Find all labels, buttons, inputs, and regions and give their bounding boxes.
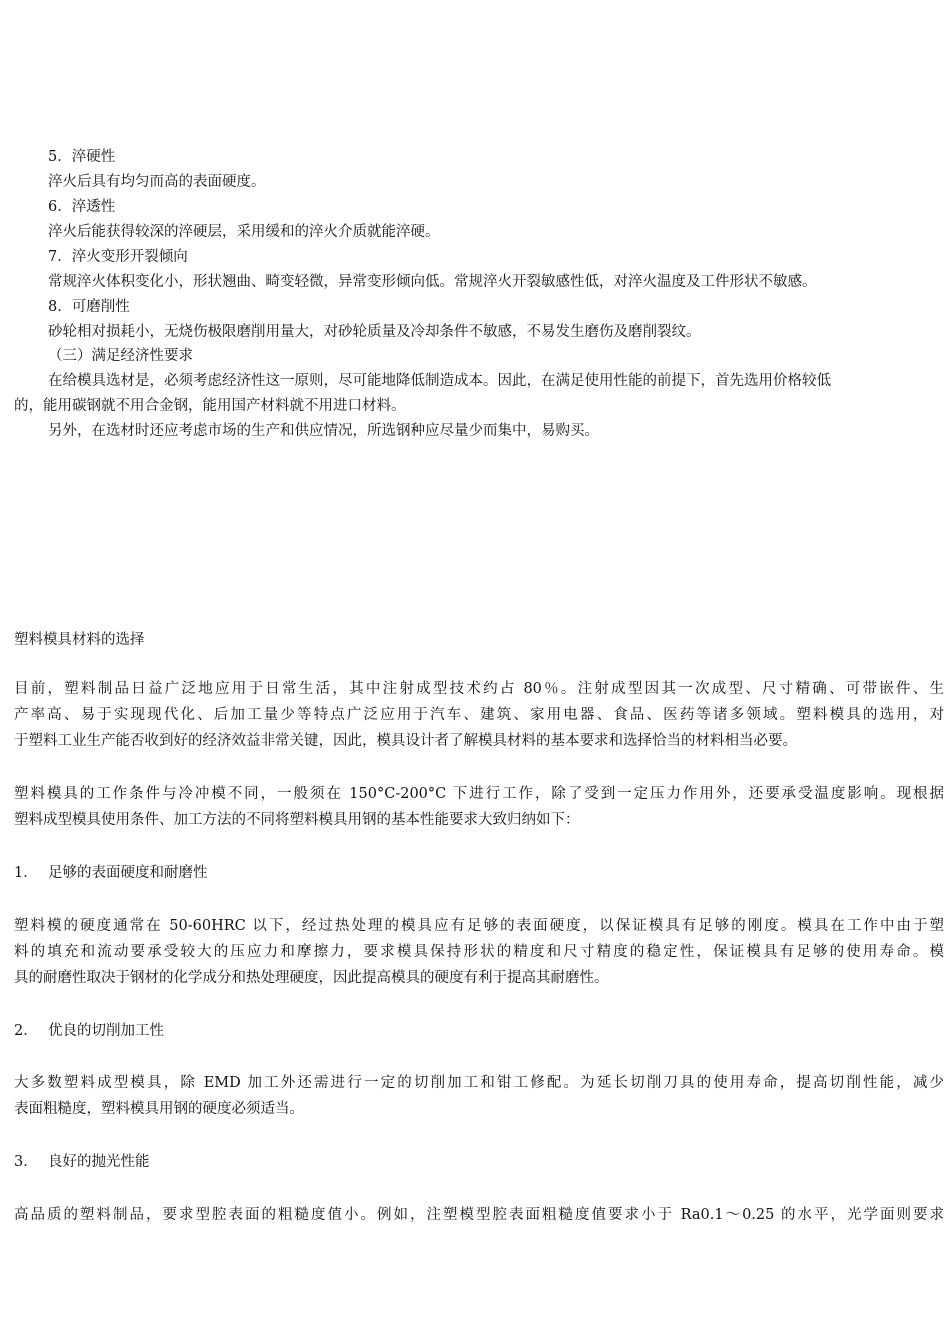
heading-economy: （三）满足经济性要求 — [48, 348, 193, 364]
intro-line-1: 目前，塑料制品日益广泛地应用于日常生活，其中注射成型技术约占 80％。注射成型因其一次成型、尺寸精确、可带嵌件、生 — [14, 681, 944, 697]
requirement-2-title: 优良的切削加工性 — [48, 1023, 164, 1039]
heading-quench-cracking: 7．淬火变形开裂倾向 — [48, 249, 188, 265]
paragraph-economy-line1: 在给模具选材是，必须考虑经济性这一原则，尽可能地降低制造成本。因此，在满足使用性能的前提下，首先选用价格较低 — [48, 373, 831, 389]
requirement-2-heading — [14, 1021, 164, 1041]
heading-grindability: 8．可磨削性 — [48, 299, 130, 315]
requirement-1-line-2: 料的填充和流动要承受较大的压应力和摩擦力，要求模具保持形状的精度和尺寸精度的稳定性，保证模具有足够的使用寿命。模 — [14, 944, 944, 960]
conditions-line-1: 塑料模具的工作条件与冷冲模不同，一般须在 150°C-200°C 下进行工作，除了受到一定压力作用外，还要承受温度影响。现根据 — [14, 786, 944, 802]
requirement-2-line-2: 表面粗糙度，塑料模具用钢的硬度必须适当。 — [14, 1101, 304, 1117]
heading-hardening-depth: 6．淬透性 — [48, 199, 116, 215]
intro-line-3: 于塑料工业生产能否收到好的经济效益非常关键，因此，模具设计者了解模具材料的基本要求和选择恰当的材料相当必要。 — [14, 733, 797, 749]
paragraph-economy-line2: 的，能用碳钢就不用合金钢，能用国产材料就不用进口材料。 — [14, 398, 406, 414]
paragraph-hardenability: 淬火后具有均匀而高的表面硬度。 — [48, 174, 266, 190]
requirement-1-number: 1． — [14, 865, 38, 881]
requirement-1-line-1: 塑料模的硬度通常在 50-60HRC 以下，经过热处理的模具应有足够的表面硬度，以保证模具有足够的刚度。模具在工作中由于塑 — [14, 918, 944, 934]
paragraph-market-supply: 另外，在选材时还应考虑市场的生产和供应情况，所选钢种应尽量少而集中，易购买。 — [48, 423, 599, 439]
requirement-1-heading — [14, 863, 208, 883]
paragraph-grindability: 砂轮相对损耗小，无烧伤极限磨削用量大，对砂轮质量及冷却条件不敏感，不易发生磨伤及磨削裂纹。 — [48, 324, 701, 340]
requirement-2-line-1: 大多数塑料成型模具，除 EMD 加工外还需进行一定的切削加工和钳工修配。为延长切削刀具的使用寿命，提高切削性能，减少 — [14, 1075, 944, 1091]
requirement-1-title: 足够的表面硬度和耐磨性 — [48, 865, 208, 881]
paragraph-quench-cracking: 常规淬火体积变化小，形状翘曲、畸变轻微，异常变形倾向低。常规淬火开裂敏感性低，对淬火温度及工件形状不敏感。 — [48, 274, 817, 290]
heading-hardenability: 5．淬硬性 — [48, 149, 116, 165]
paragraph-hardening-depth: 淬火后能获得较深的淬硬层，采用缓和的淬火介质就能淬硬。 — [48, 224, 440, 240]
page-title: 塑料模具材料的选择 — [14, 632, 145, 648]
requirement-1-line-3: 具的耐磨性取决于钢材的化学成分和热处理硬度，因此提高模具的硬度有利于提高其耐磨性。 — [14, 970, 609, 986]
requirement-3-line-1: 高品质的塑料制品，要求型腔表面的粗糙度值小。例如，注塑模型腔表面粗糙度值要求小于 Ra0.1～0.25 的水平，光学面则要求 — [14, 1207, 944, 1223]
requirement-2-number: 2． — [14, 1023, 38, 1039]
intro-line-2: 产率高、易于实现现代化、后加工量少等特点广泛应用于汽车、建筑、家用电器、食品、医药等诸多领域。塑料模具的选用，对 — [14, 707, 944, 723]
requirement-3-title: 良好的抛光性能 — [48, 1154, 150, 1170]
requirement-3-heading — [14, 1152, 150, 1172]
conditions-line-2: 塑料成型模具使用条件、加工方法的不同将塑料模具用钢的基本性能要求大致归纳如下： — [14, 812, 580, 828]
requirement-3-number: 3． — [14, 1154, 38, 1170]
